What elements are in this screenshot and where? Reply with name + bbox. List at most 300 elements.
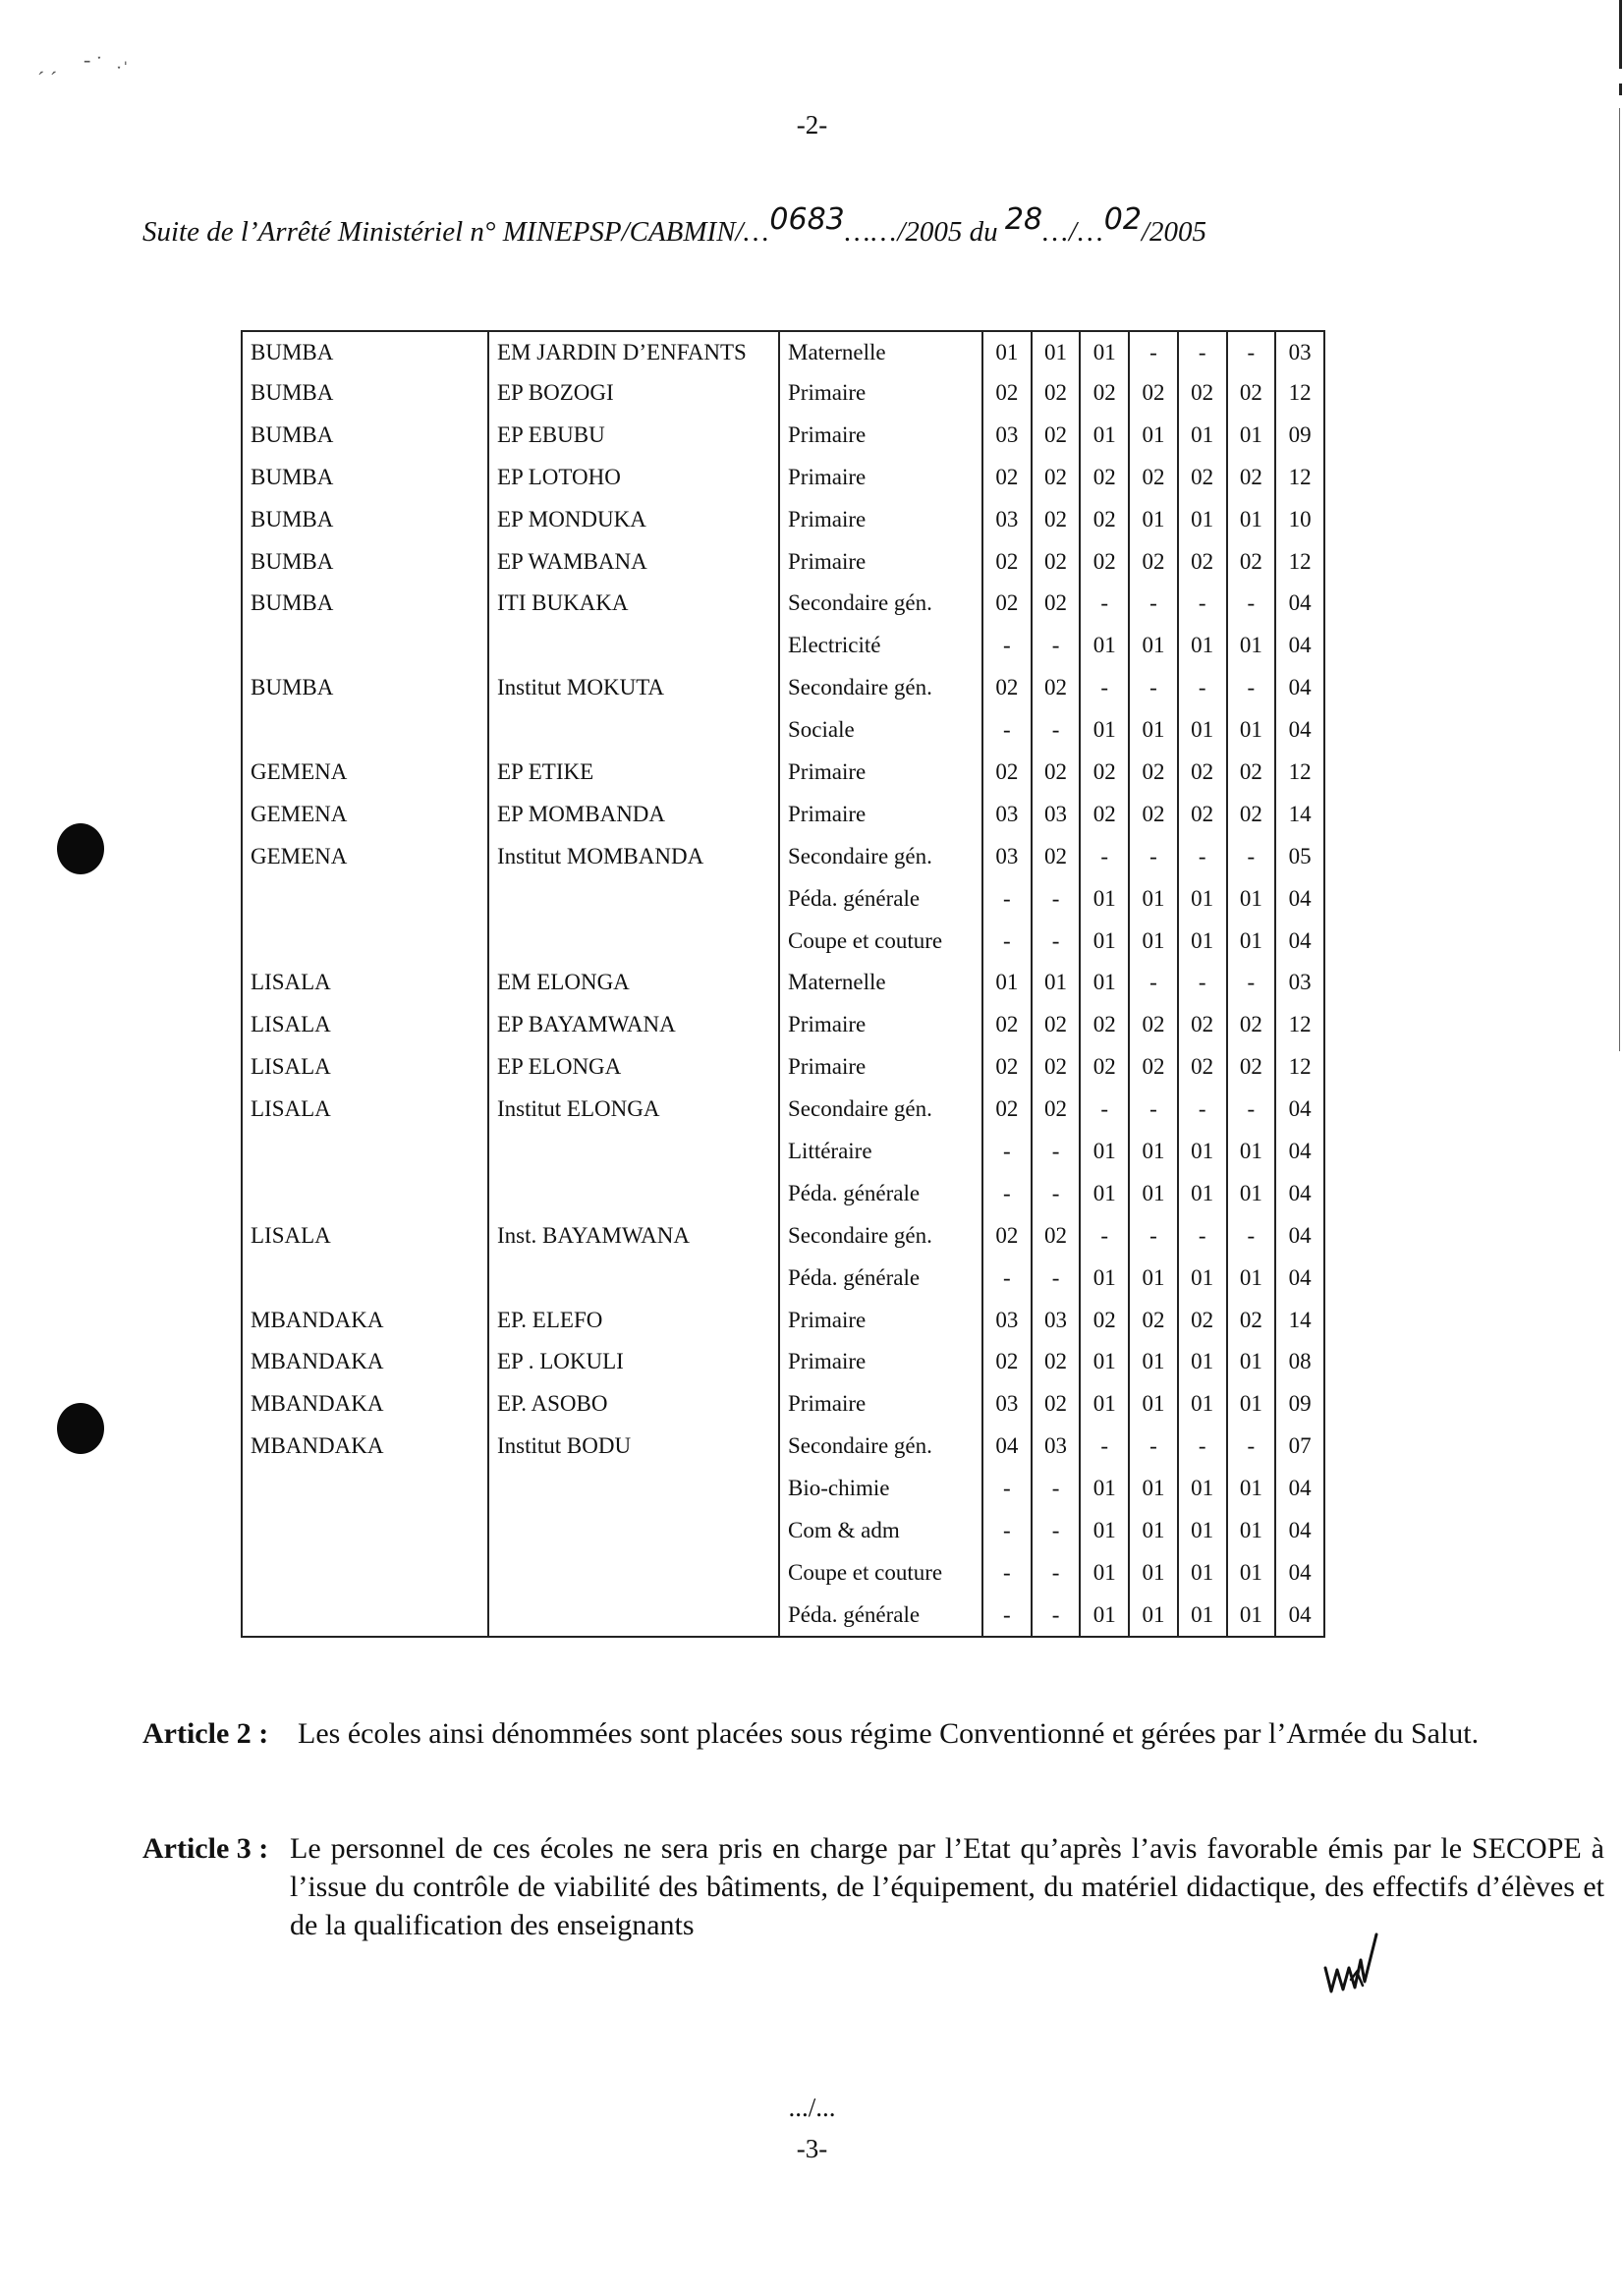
heading-year: /2005 <box>1141 216 1206 248</box>
count-cell: 01 <box>1227 1467 1276 1509</box>
count-cell: 02 <box>1032 371 1081 414</box>
table-row <box>242 331 1324 371</box>
count-cell: 01 <box>1129 1382 1178 1425</box>
count-cell: 02 <box>982 666 1032 708</box>
count-cell: 03 <box>1032 1299 1081 1341</box>
count-cell: 02 <box>1080 498 1129 540</box>
table-row <box>242 1257 1324 1299</box>
city-cell: GEMENA <box>242 793 488 835</box>
total-cell: 12 <box>1275 540 1324 583</box>
count-cell: 01 <box>1227 1257 1276 1299</box>
table-row <box>242 961 1324 1003</box>
school-cell <box>488 1257 779 1299</box>
count-cell: 01 <box>1227 1551 1276 1594</box>
count-cell: - <box>1032 1509 1081 1551</box>
total-cell: 04 <box>1275 1214 1324 1257</box>
total-cell: 14 <box>1275 1299 1324 1341</box>
article-3-text: Le personnel de ces écoles ne sera pris en charge par l’Etat qu’après l’avis favorable émis par le SECOPE à l’issue du contrôle de viabilité des bâtiments, de l’équipement, du matériel didactique, des effectifs d’élèves et de la qualification des enseignants <box>290 1832 1604 1941</box>
count-cell: 02 <box>982 1340 1032 1382</box>
count-cell: - <box>1227 582 1276 624</box>
total-cell: 03 <box>1275 961 1324 1003</box>
count-cell: - <box>982 708 1032 751</box>
school-cell <box>488 1467 779 1509</box>
count-cell: - <box>1129 835 1178 877</box>
level-cell: Primaire <box>779 1045 982 1088</box>
school-cell <box>488 920 779 962</box>
school-cell <box>488 1509 779 1551</box>
count-cell: 02 <box>1227 793 1276 835</box>
school-cell: EP MOMBANDA <box>488 793 779 835</box>
school-cell <box>488 624 779 666</box>
count-cell: 01 <box>1178 1340 1227 1382</box>
level-cell: Bio-chimie <box>779 1467 982 1509</box>
count-cell: 02 <box>1227 1003 1276 1045</box>
count-cell: 02 <box>1032 540 1081 583</box>
level-cell: Primaire <box>779 1003 982 1045</box>
count-cell: 01 <box>982 331 1032 371</box>
count-cell: - <box>982 1467 1032 1509</box>
count-cell: 02 <box>982 540 1032 583</box>
count-cell: 01 <box>1227 1172 1276 1214</box>
count-cell: - <box>1080 1088 1129 1130</box>
total-cell: 04 <box>1275 1594 1324 1637</box>
count-cell: 03 <box>982 835 1032 877</box>
school-cell: EP MONDUKA <box>488 498 779 540</box>
count-cell: 02 <box>1080 371 1129 414</box>
level-cell: Coupe et couture <box>779 1551 982 1594</box>
count-cell: 01 <box>1178 1257 1227 1299</box>
count-cell: - <box>982 624 1032 666</box>
count-cell: 02 <box>1032 1045 1081 1088</box>
count-cell: 02 <box>1032 1003 1081 1045</box>
city-cell: LISALA <box>242 1088 488 1130</box>
city-cell <box>242 1551 488 1594</box>
count-cell: 02 <box>1178 456 1227 498</box>
level-cell: Secondaire gén. <box>779 1088 982 1130</box>
count-cell: 01 <box>1080 414 1129 456</box>
count-cell: 01 <box>1227 920 1276 962</box>
table-row <box>242 582 1324 624</box>
count-cell: 02 <box>982 1088 1032 1130</box>
total-cell: 03 <box>1275 331 1324 371</box>
table-row <box>242 456 1324 498</box>
table-row <box>242 1382 1324 1425</box>
count-cell: 01 <box>1129 1551 1178 1594</box>
count-cell: 02 <box>1032 498 1081 540</box>
count-cell: - <box>1227 1425 1276 1467</box>
count-cell: 04 <box>982 1425 1032 1467</box>
count-cell: - <box>1227 331 1276 371</box>
level-cell: Maternelle <box>779 961 982 1003</box>
total-cell: 04 <box>1275 624 1324 666</box>
city-cell: LISALA <box>242 1003 488 1045</box>
count-cell: 03 <box>982 1299 1032 1341</box>
count-cell: 01 <box>1080 1382 1129 1425</box>
scan-edge-line <box>1619 108 1620 1051</box>
school-cell <box>488 1172 779 1214</box>
level-cell: Coupe et couture <box>779 920 982 962</box>
level-cell: Primaire <box>779 1299 982 1341</box>
total-cell: 12 <box>1275 751 1324 793</box>
count-cell: 01 <box>1080 1594 1129 1637</box>
count-cell: - <box>982 1509 1032 1551</box>
city-cell: BUMBA <box>242 371 488 414</box>
city-cell: BUMBA <box>242 456 488 498</box>
level-cell: Sociale <box>779 708 982 751</box>
table-row <box>242 540 1324 583</box>
city-cell: BUMBA <box>242 331 488 371</box>
count-cell: 01 <box>1227 1130 1276 1172</box>
count-cell: 02 <box>1032 1340 1081 1382</box>
count-cell: 02 <box>1032 456 1081 498</box>
city-cell <box>242 1509 488 1551</box>
level-cell: Primaire <box>779 540 982 583</box>
count-cell: - <box>1178 1214 1227 1257</box>
city-cell <box>242 920 488 962</box>
city-cell: GEMENA <box>242 835 488 877</box>
table-row <box>242 624 1324 666</box>
count-cell: 01 <box>1032 331 1081 371</box>
article-2-label: Article 2 : <box>142 1717 269 1750</box>
school-cell: EP BAYAMWANA <box>488 1003 779 1045</box>
count-cell: - <box>1129 1425 1178 1467</box>
count-cell: 01 <box>1129 498 1178 540</box>
count-cell: - <box>1080 1425 1129 1467</box>
count-cell: - <box>1032 1172 1081 1214</box>
count-cell: - <box>982 1257 1032 1299</box>
count-cell: 02 <box>1129 793 1178 835</box>
level-cell: Secondaire gén. <box>779 1425 982 1467</box>
total-cell: 08 <box>1275 1340 1324 1382</box>
count-cell: 01 <box>1080 877 1129 920</box>
article-3-label: Article 3 : <box>142 1832 269 1865</box>
total-cell: 04 <box>1275 1257 1324 1299</box>
count-cell: 02 <box>1080 540 1129 583</box>
total-cell: 04 <box>1275 1509 1324 1551</box>
city-cell: MBANDAKA <box>242 1340 488 1382</box>
count-cell: - <box>982 1172 1032 1214</box>
school-cell: EP ELONGA <box>488 1045 779 1088</box>
city-cell: MBANDAKA <box>242 1425 488 1467</box>
level-cell: Primaire <box>779 793 982 835</box>
count-cell: 02 <box>1032 751 1081 793</box>
school-cell: EP EBUBU <box>488 414 779 456</box>
count-cell: 01 <box>1129 1172 1178 1214</box>
count-cell: 02 <box>1032 1088 1081 1130</box>
count-cell: - <box>1227 835 1276 877</box>
count-cell: 02 <box>1178 540 1227 583</box>
heading-prefix: Suite de l’Arrêté Ministériel n° MINEPSP/CABMIN/ <box>142 216 744 248</box>
next-page-number: -3- <box>796 2134 828 2163</box>
total-cell: 04 <box>1275 920 1324 962</box>
continuation-mark: .../... <box>788 2093 836 2122</box>
scan-speck: ˊ ˊ <box>37 67 58 91</box>
count-cell: 01 <box>1129 1594 1178 1637</box>
count-cell: 01 <box>1080 1172 1129 1214</box>
city-cell <box>242 1130 488 1172</box>
count-cell: 02 <box>1032 1382 1081 1425</box>
count-cell: - <box>1129 1088 1178 1130</box>
count-cell: 01 <box>1129 920 1178 962</box>
school-cell: EP. ELEFO <box>488 1299 779 1341</box>
count-cell: 02 <box>1032 414 1081 456</box>
count-cell: - <box>1178 582 1227 624</box>
count-cell: 01 <box>1129 414 1178 456</box>
count-cell: 02 <box>1129 371 1178 414</box>
count-cell: 03 <box>1032 793 1081 835</box>
punch-hole <box>57 823 104 874</box>
school-cell <box>488 1130 779 1172</box>
count-cell: 02 <box>1032 666 1081 708</box>
table-row <box>242 1214 1324 1257</box>
count-cell: 02 <box>1178 1003 1227 1045</box>
city-cell: MBANDAKA <box>242 1382 488 1425</box>
level-cell: Com & adm <box>779 1509 982 1551</box>
count-cell: 01 <box>1129 1257 1178 1299</box>
count-cell: 02 <box>982 1214 1032 1257</box>
count-cell: - <box>1032 624 1081 666</box>
level-cell: Primaire <box>779 1340 982 1382</box>
city-cell <box>242 1594 488 1637</box>
count-cell: 03 <box>1032 1425 1081 1467</box>
decree-reference-heading: Suite de l’Arrêté Ministériel n° MINEPSP/CABMIN/…0683……/2005 du 28…/…02/2005 <box>142 202 1206 248</box>
count-cell: 01 <box>1178 1382 1227 1425</box>
count-cell: 01 <box>1129 877 1178 920</box>
count-cell: - <box>1032 708 1081 751</box>
table-row <box>242 414 1324 456</box>
count-cell: 03 <box>982 1382 1032 1425</box>
level-cell: Péda. générale <box>779 877 982 920</box>
count-cell: 02 <box>1032 835 1081 877</box>
count-cell: 02 <box>1227 540 1276 583</box>
table-row <box>242 920 1324 962</box>
table-row <box>242 1594 1324 1637</box>
count-cell: 01 <box>1227 708 1276 751</box>
school-cell: Institut BODU <box>488 1425 779 1467</box>
count-cell: - <box>982 1594 1032 1637</box>
count-cell: 02 <box>982 371 1032 414</box>
level-cell: Secondaire gén. <box>779 835 982 877</box>
total-cell: 04 <box>1275 1088 1324 1130</box>
scan-edge-line <box>1619 84 1622 95</box>
count-cell: 02 <box>1178 1299 1227 1341</box>
count-cell: 01 <box>1129 1509 1178 1551</box>
count-cell: - <box>1080 1214 1129 1257</box>
count-cell: 01 <box>1080 920 1129 962</box>
total-cell: 05 <box>1275 835 1324 877</box>
count-cell: 02 <box>1178 751 1227 793</box>
count-cell: 02 <box>1032 1214 1081 1257</box>
count-cell: - <box>1032 1467 1081 1509</box>
scan-speck: - ˑ <box>84 47 102 72</box>
level-cell: Secondaire gén. <box>779 582 982 624</box>
count-cell: - <box>1032 920 1081 962</box>
count-cell: 02 <box>1227 371 1276 414</box>
count-cell: 02 <box>1178 371 1227 414</box>
total-cell: 12 <box>1275 1045 1324 1088</box>
count-cell: 01 <box>1178 414 1227 456</box>
count-cell: 02 <box>1178 793 1227 835</box>
count-cell: 02 <box>1080 1299 1129 1341</box>
school-cell: EP . LOKULI <box>488 1340 779 1382</box>
total-cell: 12 <box>1275 1003 1324 1045</box>
count-cell: - <box>1227 666 1276 708</box>
count-cell: 01 <box>1080 1467 1129 1509</box>
count-cell: 01 <box>1080 1130 1129 1172</box>
count-cell: - <box>1032 1551 1081 1594</box>
school-cell: Inst. BAYAMWANA <box>488 1214 779 1257</box>
handwritten-initials <box>1321 1931 1380 1999</box>
count-cell: 01 <box>1129 1467 1178 1509</box>
table-row <box>242 708 1324 751</box>
count-cell: - <box>1032 1594 1081 1637</box>
city-cell <box>242 1172 488 1214</box>
level-cell: Primaire <box>779 456 982 498</box>
handwritten-decree-number: 0683 <box>769 202 845 237</box>
count-cell: 02 <box>1080 793 1129 835</box>
count-cell: 01 <box>1178 1509 1227 1551</box>
table-row <box>242 1003 1324 1045</box>
table-row <box>242 1551 1324 1594</box>
school-cell: EP ETIKE <box>488 751 779 793</box>
count-cell: 01 <box>1080 331 1129 371</box>
table-row <box>242 371 1324 414</box>
table-row <box>242 751 1324 793</box>
level-cell: Primaire <box>779 371 982 414</box>
count-cell: - <box>1129 331 1178 371</box>
count-cell: 01 <box>1178 1594 1227 1637</box>
count-cell: 01 <box>1227 1509 1276 1551</box>
table-row <box>242 1088 1324 1130</box>
city-cell <box>242 1467 488 1509</box>
count-cell: - <box>1080 666 1129 708</box>
count-cell: 01 <box>1080 1257 1129 1299</box>
count-cell: 01 <box>1227 1382 1276 1425</box>
total-cell: 04 <box>1275 708 1324 751</box>
level-cell: Littéraire <box>779 1130 982 1172</box>
count-cell: 01 <box>1080 1509 1129 1551</box>
count-cell: 01 <box>982 961 1032 1003</box>
count-cell: 01 <box>1178 498 1227 540</box>
total-cell: 04 <box>1275 582 1324 624</box>
count-cell: 02 <box>1129 1299 1178 1341</box>
count-cell: 02 <box>1080 1003 1129 1045</box>
count-cell: 02 <box>982 1045 1032 1088</box>
total-cell: 09 <box>1275 1382 1324 1425</box>
count-cell: 01 <box>1178 1467 1227 1509</box>
city-cell: LISALA <box>242 1045 488 1088</box>
table-row <box>242 1467 1324 1509</box>
count-cell: - <box>1129 961 1178 1003</box>
city-cell: BUMBA <box>242 582 488 624</box>
city-cell: GEMENA <box>242 751 488 793</box>
count-cell: 02 <box>1227 456 1276 498</box>
table-row <box>242 793 1324 835</box>
count-cell: 01 <box>1178 920 1227 962</box>
total-cell: 10 <box>1275 498 1324 540</box>
count-cell: 01 <box>1080 961 1129 1003</box>
count-cell: 02 <box>1080 1045 1129 1088</box>
school-cell: EP WAMBANA <box>488 540 779 583</box>
count-cell: - <box>1129 1214 1178 1257</box>
count-cell: - <box>982 1551 1032 1594</box>
school-cell <box>488 1551 779 1594</box>
page-number: -2- <box>796 110 828 140</box>
count-cell: 01 <box>1129 1130 1178 1172</box>
count-cell: - <box>982 877 1032 920</box>
level-cell: Primaire <box>779 751 982 793</box>
level-cell: Electricité <box>779 624 982 666</box>
school-cell: EM JARDIN D’ENFANTS <box>488 331 779 371</box>
count-cell: 02 <box>982 456 1032 498</box>
count-cell: 02 <box>1080 751 1129 793</box>
school-cell: EP. ASOBO <box>488 1382 779 1425</box>
count-cell: - <box>982 920 1032 962</box>
count-cell: 02 <box>1032 582 1081 624</box>
total-cell: 12 <box>1275 371 1324 414</box>
count-cell: 01 <box>1129 708 1178 751</box>
count-cell: 02 <box>1080 456 1129 498</box>
heading-date-label: /2005 du <box>897 216 1005 248</box>
count-cell: - <box>1080 835 1129 877</box>
total-cell: 12 <box>1275 456 1324 498</box>
school-cell: Institut MOMBANDA <box>488 835 779 877</box>
city-cell: LISALA <box>242 961 488 1003</box>
count-cell: - <box>1227 1088 1276 1130</box>
total-cell: 04 <box>1275 1172 1324 1214</box>
count-cell: 02 <box>1227 1299 1276 1341</box>
level-cell: Primaire <box>779 498 982 540</box>
total-cell: 04 <box>1275 1551 1324 1594</box>
level-cell: Maternelle <box>779 331 982 371</box>
total-cell: 14 <box>1275 793 1324 835</box>
count-cell: 01 <box>1178 1551 1227 1594</box>
total-cell: 09 <box>1275 414 1324 456</box>
count-cell: 03 <box>982 498 1032 540</box>
count-cell: 01 <box>1178 1130 1227 1172</box>
count-cell: 02 <box>1129 456 1178 498</box>
school-cell <box>488 1594 779 1637</box>
count-cell: 03 <box>982 793 1032 835</box>
count-cell: 02 <box>982 582 1032 624</box>
city-cell <box>242 624 488 666</box>
count-cell: 01 <box>1129 1340 1178 1382</box>
count-cell: 03 <box>982 414 1032 456</box>
count-cell: - <box>1129 582 1178 624</box>
school-cell: ITI BUKAKA <box>488 582 779 624</box>
scan-edge-line <box>1619 0 1622 69</box>
city-cell: LISALA <box>242 1214 488 1257</box>
count-cell: 01 <box>1227 624 1276 666</box>
count-cell: - <box>1178 835 1227 877</box>
city-cell: BUMBA <box>242 498 488 540</box>
count-cell: 01 <box>1080 624 1129 666</box>
city-cell: BUMBA <box>242 414 488 456</box>
count-cell: 01 <box>1178 624 1227 666</box>
school-cell <box>488 877 779 920</box>
count-cell: 02 <box>1129 1003 1178 1045</box>
scan-speck: ˑˈ <box>116 57 130 82</box>
count-cell: - <box>1032 1130 1081 1172</box>
count-cell: - <box>1032 877 1081 920</box>
table-row <box>242 1130 1324 1172</box>
count-cell: 02 <box>1227 751 1276 793</box>
schools-table <box>241 330 1325 1638</box>
table-row <box>242 1425 1324 1467</box>
level-cell: Primaire <box>779 414 982 456</box>
count-cell: 01 <box>1129 624 1178 666</box>
table-row <box>242 666 1324 708</box>
